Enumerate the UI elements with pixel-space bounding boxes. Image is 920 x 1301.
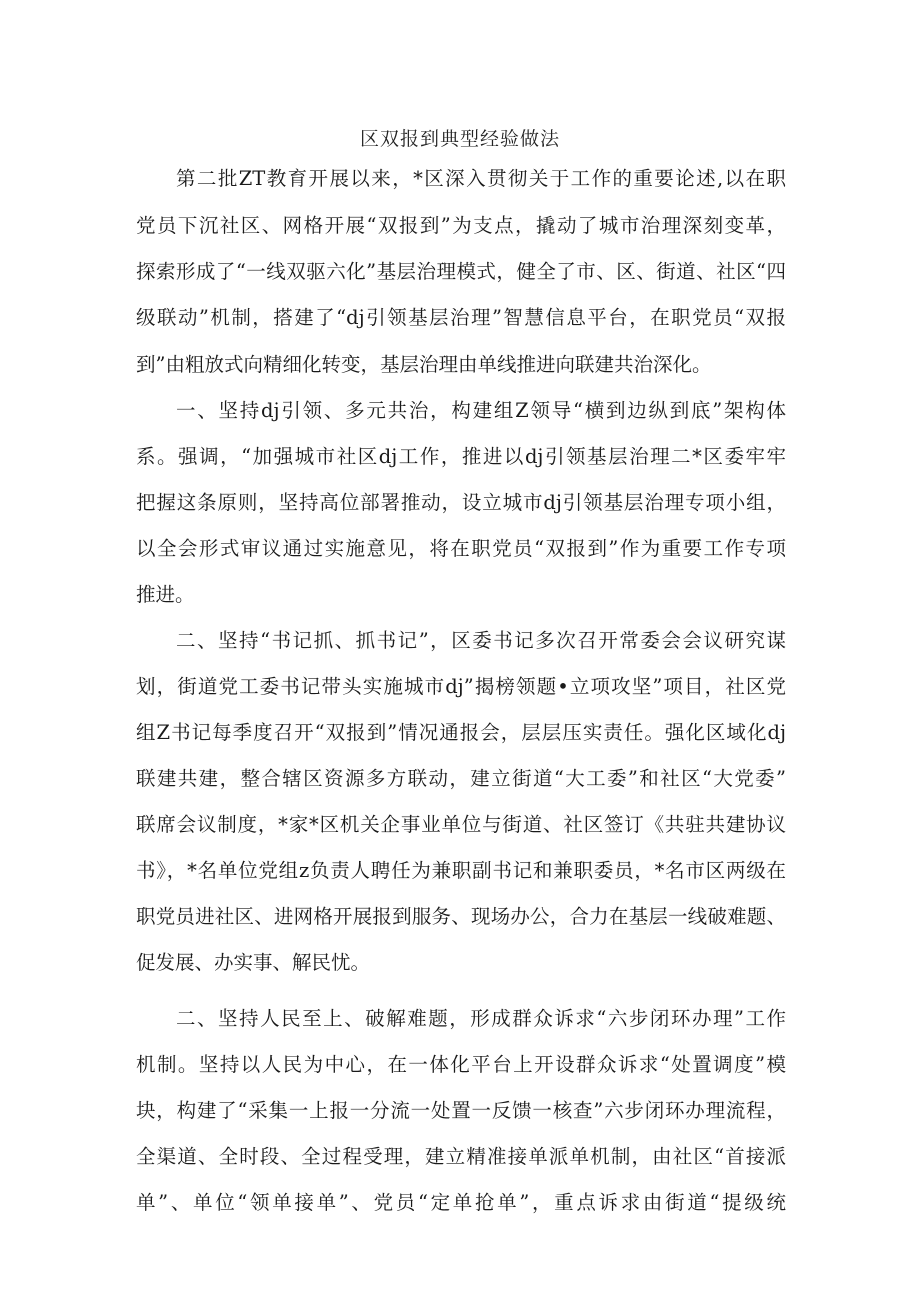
- paragraph-3-line-3: 组Z书记每季度召开“双报到”情况通报会，层层压实责任。强化区域化dj: [136, 721, 786, 744]
- paragraph-4-line-2: 机制。坚持以人民为中心，在一体化平台上开设群众诉求“处置调度”模: [136, 1053, 786, 1076]
- paragraph-2-line-5: 推进。: [136, 583, 195, 606]
- paragraph-1-line-4: 级联动”机制，搭建了“dj引领基层治理”智慧信息平台，在职党员“双报: [136, 306, 786, 329]
- paragraph-1-line-3: 探索形成了“一线双驱六化”基层治理模式，健全了市、区、街道、社区“四: [136, 260, 786, 283]
- paragraph-2-line-2: 系。强调，“加强城市社区dj工作，推进以dj引领基层治理二*区委牢牢: [136, 445, 786, 468]
- paragraph-4-line-1: 二、坚持人民至上、破解难题，形成群众诉求“六步闭环办理”工作: [176, 1007, 786, 1030]
- paragraph-2-line-3: 把握这条原则，坚持高位部署推动，设立城市dj引领基层治理专项小组，: [136, 491, 786, 514]
- paragraph-3-line-7: 职党员进社区、进网格开展报到服务、现场办公，合力在基层一线破难题、: [136, 905, 786, 928]
- paragraph-3-line-2: 划，街道党工委书记带头实施城市dj”揭榜领题•立项攻坚”项目，社区党: [136, 675, 786, 698]
- paragraph-4-line-4: 全渠道、全时段、全过程受理，建立精准接单派单机制，由社区“首接派: [136, 1145, 786, 1168]
- paragraph-4-line-3: 块，构建了“采集一上报一分流一处置一反馈一核查”六步闭环办理流程，: [136, 1099, 786, 1122]
- paragraph-3-line-6: 书》，*名单位党组z负责人聘任为兼职副书记和兼职委员，*名市区两级在: [136, 859, 786, 882]
- paragraph-3-line-8: 促发展、办实事、解民忧。: [136, 951, 371, 974]
- paragraph-1-line-1: 第二批ZT教育开展以来，*区深入贯彻关于工作的重要论述,以在职: [176, 167, 786, 190]
- paragraph-2-line-4: 以全会形式审议通过实施意见，将在职党员“双报到”作为重要工作专项: [136, 537, 786, 560]
- paragraph-4-line-5: 单”、单位“领单接单”、党员“定单抢单”，重点诉求由街道“提级统: [136, 1191, 786, 1214]
- paragraph-3-line-1: 二、坚持“书记抓、抓书记”，区委书记多次召开常委会会议研究谋: [176, 629, 786, 652]
- paragraph-3-line-5: 联席会议制度，*家*区机关企事业单位与街道、社区签订《共驻共建协议: [136, 813, 786, 836]
- paragraph-3-line-4: 联建共建，整合辖区资源多方联动，建立街道“大工委”和社区“大党委”: [136, 767, 786, 790]
- paragraph-1-line-2: 党员下沉社区、网格开展“双报到”为支点，撬动了城市治理深刻变革，: [136, 214, 786, 237]
- paragraph-2-line-1: 一、坚持dj引领、多元共治，构建组Z领导“横到边纵到底”架构体: [176, 399, 786, 422]
- document-title: 区双报到典型经验做法: [359, 128, 560, 150]
- paragraph-1-line-5: 到”由粗放式向精细化转变，基层治理由单线推进向联建共治深化。: [136, 353, 712, 376]
